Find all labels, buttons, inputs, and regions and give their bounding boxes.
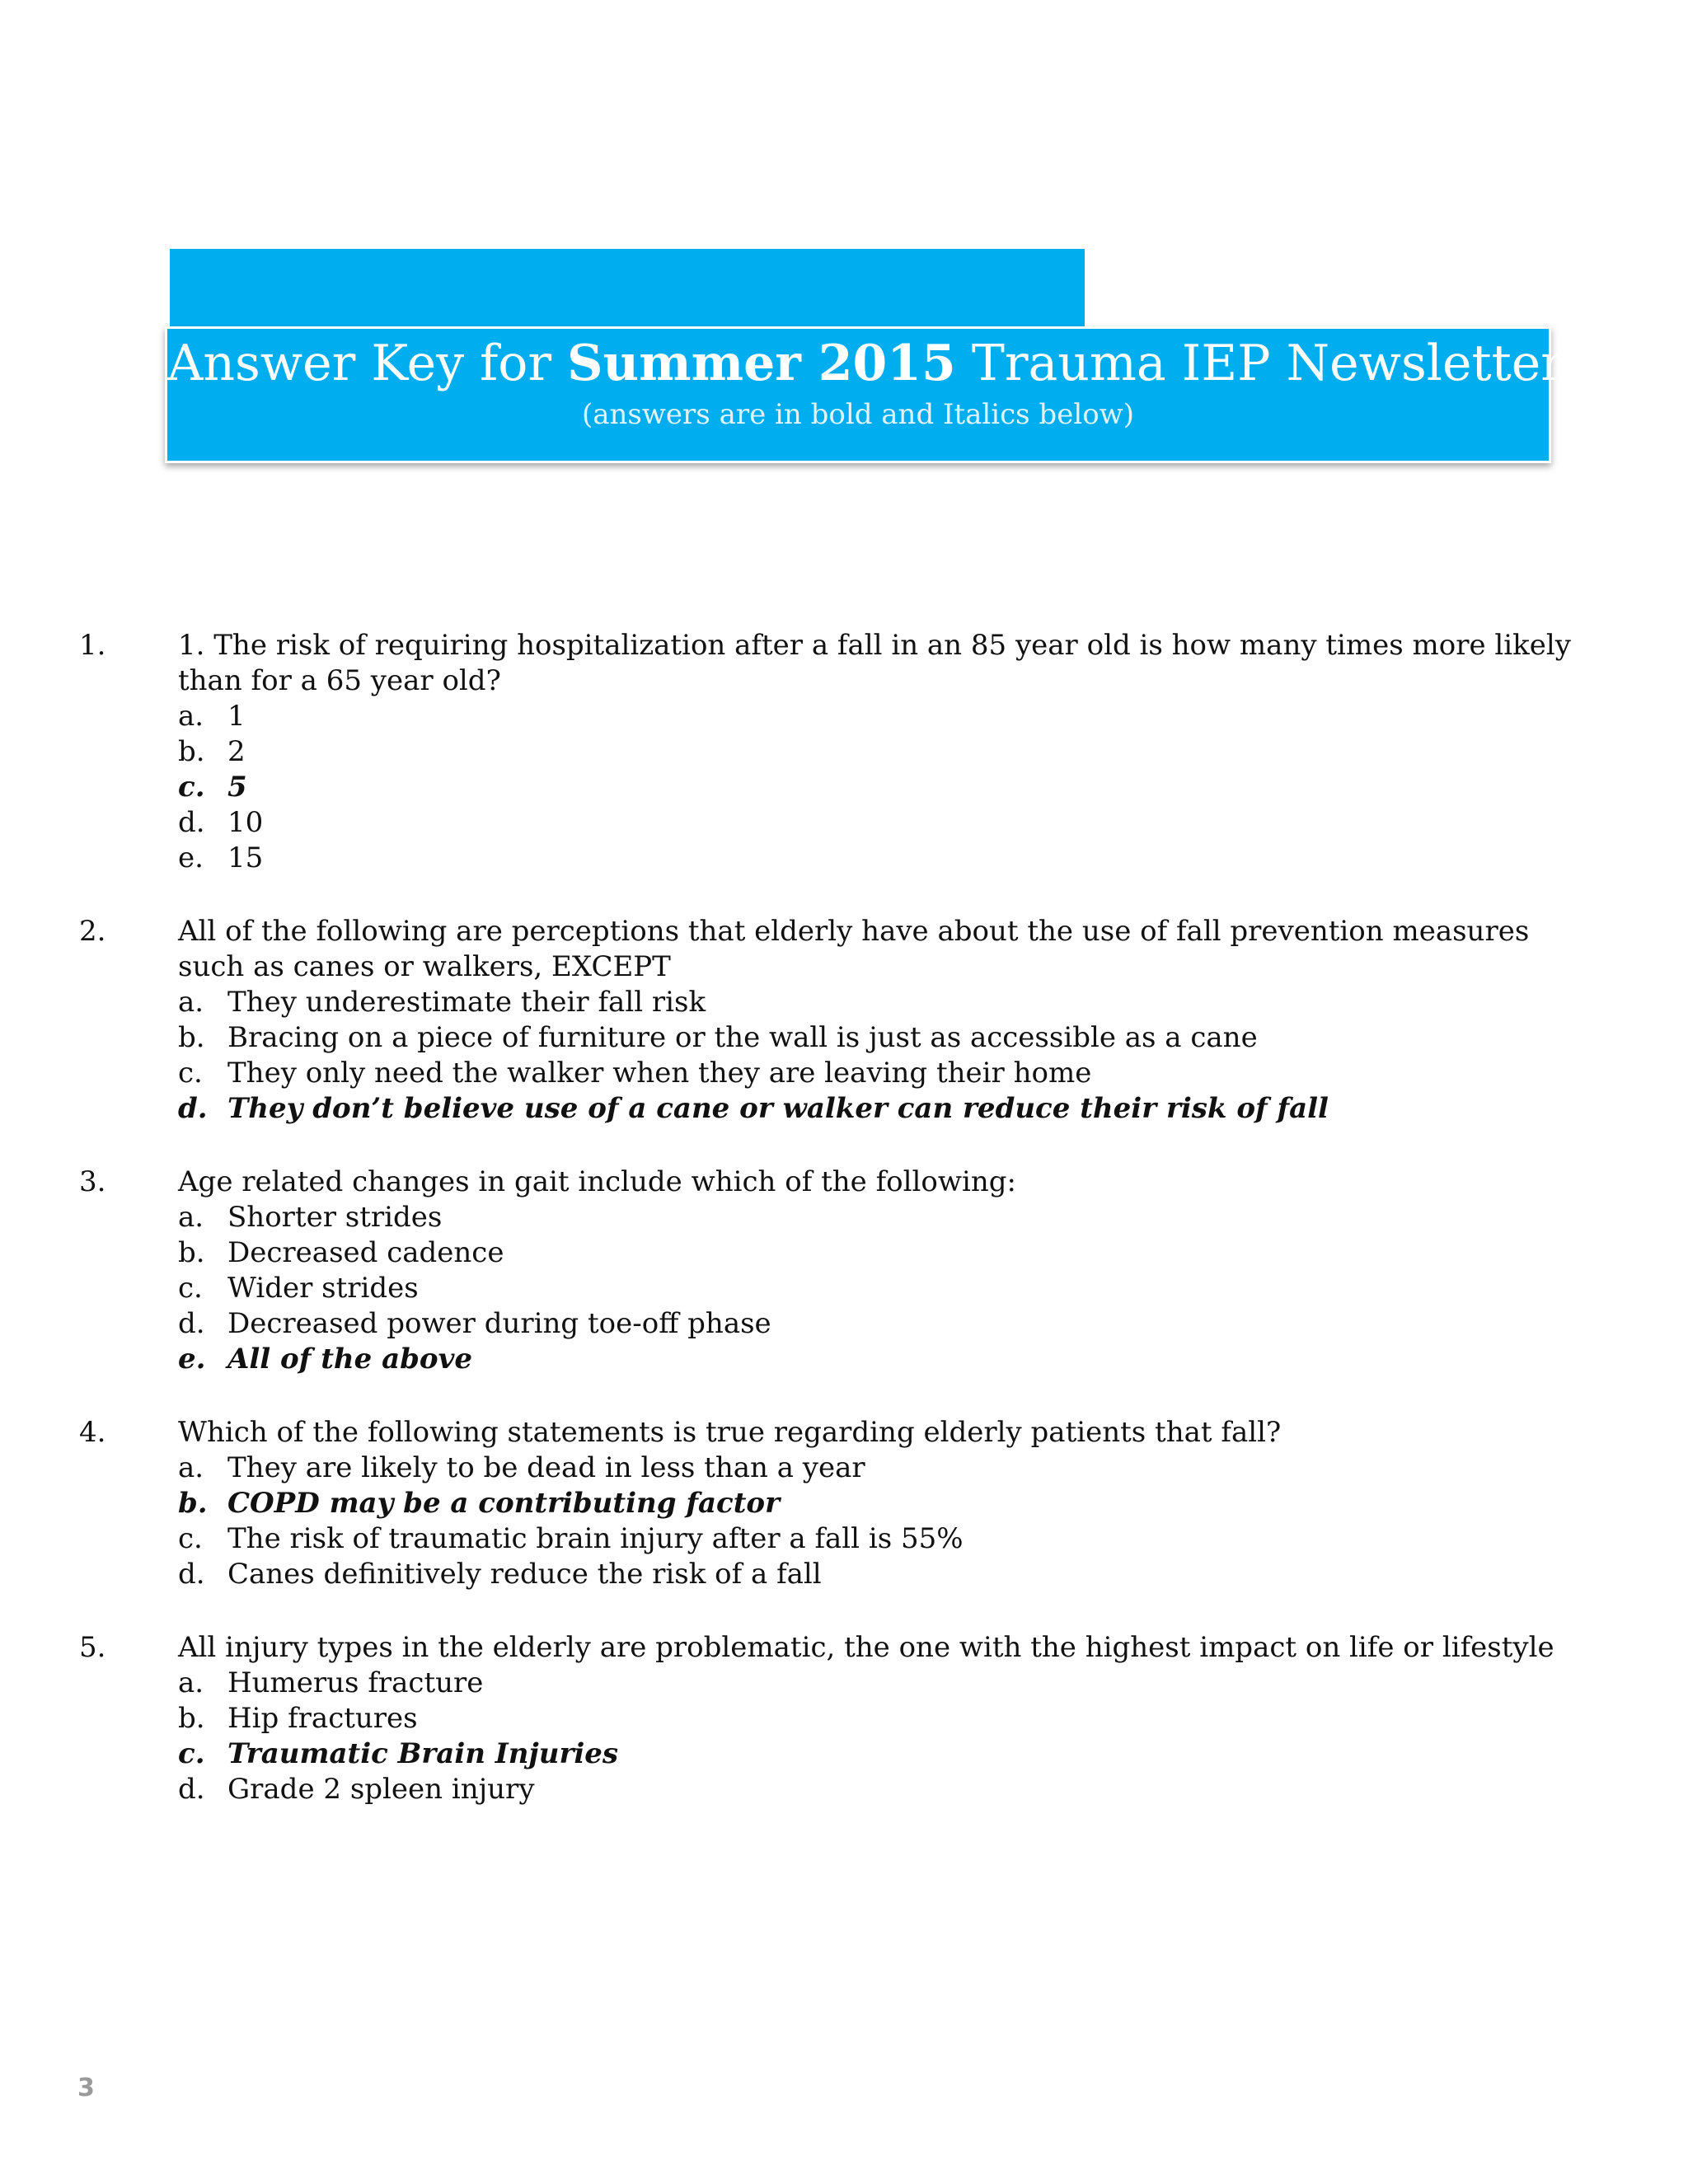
option-letter: a.: [178, 1201, 204, 1234]
option-letter: b.: [178, 1236, 205, 1269]
option-letter: b.: [178, 1021, 205, 1054]
question-list: [0, 628, 1688, 1845]
question: [0, 628, 1688, 876]
option-text: COPD may be a contributing factor: [227, 1487, 781, 1520]
option-text: Hip fractures: [227, 1702, 418, 1735]
question-number: 4.: [79, 1416, 106, 1449]
answer-option: [178, 1306, 1688, 1342]
answer-option: [178, 1701, 1688, 1736]
answer-option: [178, 985, 1688, 1020]
option-letter: d.: [178, 1558, 205, 1591]
answer-option: [178, 1056, 1688, 1091]
option-text: Traumatic Brain Injuries: [227, 1737, 619, 1770]
option-letter: c.: [178, 1737, 205, 1770]
page-subtitle: (answers are in bold and Italics below): [581, 398, 1135, 431]
option-letter: c.: [178, 771, 205, 804]
option-letter: d.: [178, 1773, 205, 1806]
answer-option: [178, 1020, 1688, 1056]
option-text: They are likely to be dead in less than a year: [227, 1451, 865, 1484]
page-title: [167, 330, 1564, 396]
question: [0, 1165, 1688, 1377]
option-letter: c.: [178, 1057, 203, 1090]
question-number: 1.: [79, 629, 106, 662]
option-text: Canes definitively reduce the risk of a fall: [227, 1558, 822, 1591]
option-text: Bracing on a piece of furniture or the wall is just as accessible as a cane: [227, 1021, 1258, 1054]
question-text: All of the following are perceptions that elderly have about the use of fall prevention measures such as canes or walkers, EXCEPT: [178, 915, 1530, 983]
question-number: 5.: [79, 1631, 106, 1664]
title-suffix: Trauma IEP Newsletter: [955, 335, 1564, 392]
question-number: 2.: [79, 915, 106, 948]
option-letter: a.: [178, 1666, 204, 1699]
option-letter: a.: [178, 700, 204, 733]
option-text: Grade 2 spleen injury: [227, 1773, 535, 1806]
option-letter: d.: [178, 1307, 205, 1340]
option-text: 15: [227, 841, 264, 874]
question-text: Which of the following statements is true regarding elderly patients that fall?: [178, 1416, 1282, 1449]
answer-option: [178, 1451, 1688, 1486]
option-letter: b.: [178, 1702, 205, 1735]
option-letter: c.: [178, 1522, 203, 1555]
question: [0, 1630, 1688, 1807]
banner-box: [165, 326, 1564, 463]
option-letter: d.: [178, 806, 205, 839]
option-text: Wider strides: [227, 1272, 419, 1305]
answer-option: [178, 1666, 1688, 1701]
answer-option: [178, 1772, 1688, 1807]
option-text: Decreased cadence: [227, 1236, 504, 1269]
option-text: 5: [227, 771, 247, 804]
page-number: 3: [77, 2074, 95, 2102]
option-text: They don’t believe use of a cane or walker can reduce their risk of fall: [227, 1092, 1329, 1125]
answer-option: [178, 1200, 1688, 1235]
question-text: Age related changes in gait include which of the following:: [178, 1165, 1016, 1198]
answer-option: [178, 1557, 1688, 1592]
answer-option-correct: [178, 1342, 1688, 1377]
question-number: 3.: [79, 1165, 106, 1198]
answer-option-correct: [178, 1091, 1688, 1127]
answer-option: [178, 805, 1688, 841]
option-text: Humerus fracture: [227, 1666, 484, 1699]
answer-option-correct: [178, 770, 1688, 805]
option-letter: d.: [178, 1092, 208, 1125]
option-text: They only need the walker when they are leaving their home: [227, 1057, 1092, 1090]
question: [0, 914, 1688, 1127]
question: [0, 1415, 1688, 1592]
option-letter: e.: [178, 841, 204, 874]
option-text: 10: [227, 806, 264, 839]
option-text: 1: [227, 700, 246, 733]
answer-option: [178, 1235, 1688, 1271]
option-letter: b.: [178, 1487, 208, 1520]
option-text: 2: [227, 735, 246, 768]
title-banner: [162, 246, 1564, 463]
option-letter: b.: [178, 735, 205, 768]
answer-option: [178, 841, 1688, 876]
option-letter: a.: [178, 1451, 204, 1484]
option-text: They underestimate their fall risk: [227, 986, 706, 1019]
question-text: 1. The risk of requiring hospitalization after a fall in an 85 year old is how many times more likely than for a 65 year old?: [178, 629, 1571, 697]
answer-option-correct: [178, 1486, 1688, 1521]
question-text: All injury types in the elderly are problematic, the one with the highest impact on life or lifestyle: [178, 1631, 1554, 1664]
option-text: The risk of traumatic brain injury after a fall is 55%: [227, 1522, 964, 1555]
option-text: Shorter strides: [227, 1201, 443, 1234]
option-text: All of the above: [227, 1343, 472, 1376]
option-letter: c.: [178, 1272, 203, 1305]
answer-option: [178, 1271, 1688, 1306]
answer-option: [178, 734, 1688, 770]
option-letter: a.: [178, 986, 204, 1019]
option-letter: e.: [178, 1343, 206, 1376]
answer-option: [178, 699, 1688, 734]
title-prefix: Answer Key for: [167, 335, 568, 392]
answer-option-correct: [178, 1736, 1688, 1772]
option-text: Decreased power during toe-off phase: [227, 1307, 771, 1340]
answer-option: [178, 1521, 1688, 1557]
title-bold: Summer 2015: [567, 335, 956, 392]
